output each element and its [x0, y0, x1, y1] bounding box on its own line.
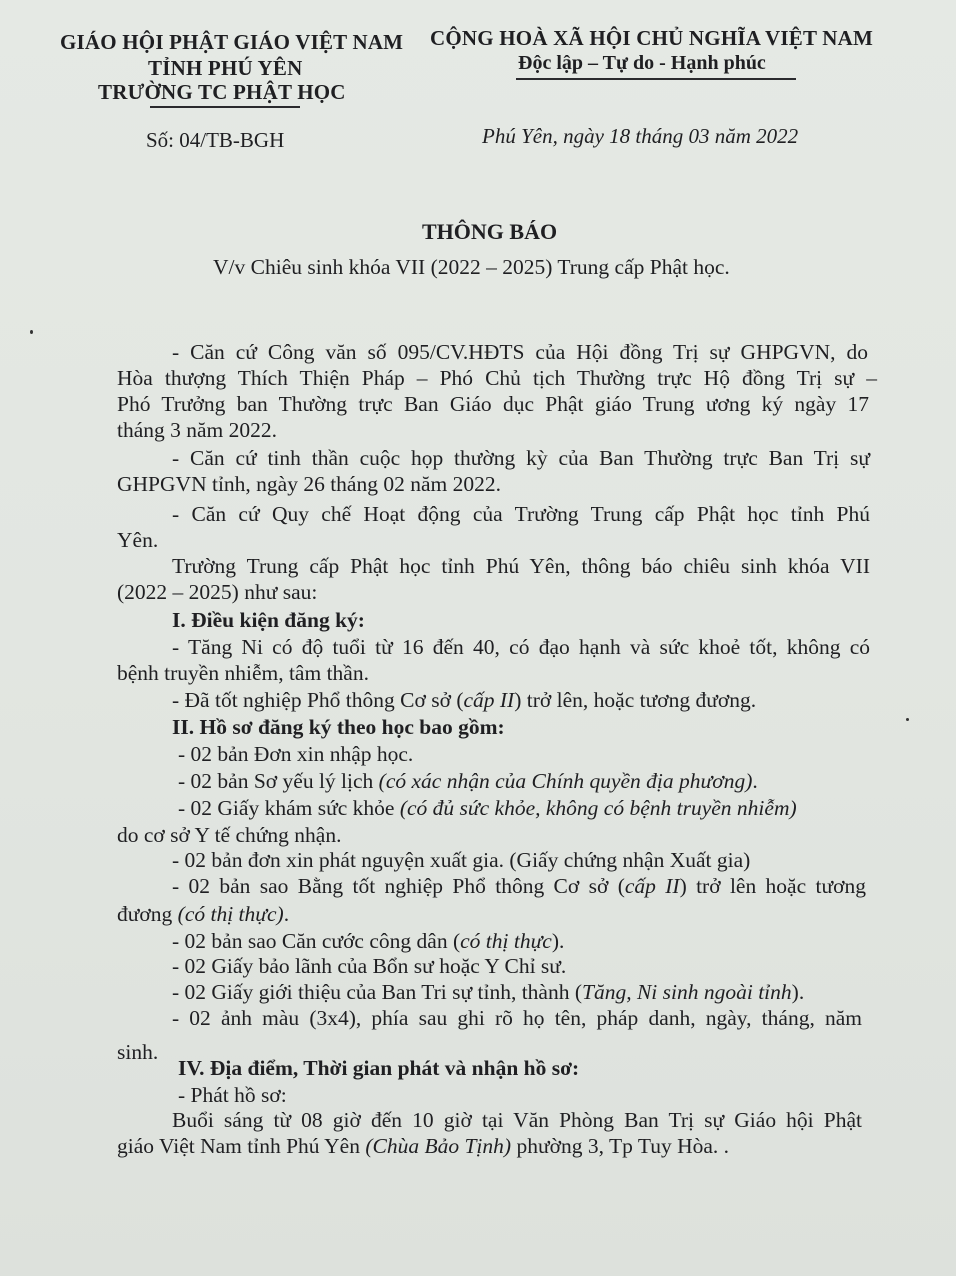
section-1-item-1-line-1: - Tăng Ni có độ tuổi từ 16 đến 40, có đạo hạnh và sức khoẻ tốt, không có	[172, 635, 870, 659]
section-2-item-9-line-2: sinh.	[117, 1040, 159, 1064]
section-2-item-1: - 02 bản Đơn xin nhập học.	[178, 742, 414, 766]
section-2-item-2: - 02 bản Sơ yếu lý lịch (có xác nhận của Chính quyền địa phương).	[178, 769, 758, 793]
intro-line-2: (2022 – 2025) như sau:	[117, 580, 318, 604]
paper-speck	[906, 718, 909, 721]
basis-3-line-1: - Căn cứ Quy chế Hoạt động của Trường Trung cấp Phật học tỉnh Phú	[172, 502, 870, 526]
section-2-item-3: - 02 Giấy khám sức khỏe (có đủ sức khỏe, không có bệnh truyền nhiễm)	[178, 796, 797, 820]
section-2-item-7: - 02 Giấy bảo lãnh của Bổn sư hoặc Y Chỉ sư.	[172, 954, 567, 978]
document-date: Phú Yên, ngày 18 tháng 03 năm 2022	[482, 124, 799, 148]
basis-2-line-1: - Căn cứ tinh thần cuộc họp thường kỳ của Ban Thường trực Ban Trị sự	[172, 446, 870, 470]
basis-1-line-1: - Căn cứ Công văn số 095/CV.HĐTS của Hội đồng Trị sự GHPGVN, do	[172, 340, 868, 364]
section-1-heading: I. Điều kiện đăng ký:	[172, 608, 365, 632]
document-number: Số: 04/TB-BGH	[146, 128, 285, 152]
section-2-item-8: - 02 Giấy giới thiệu của Ban Tri sự tỉnh, thành (Tăng, Ni sinh ngoài tỉnh).	[172, 980, 805, 1004]
basis-2-line-2: GHPGVN tỉnh, ngày 26 tháng 02 năm 2022.	[117, 472, 501, 496]
section-4-item-2-line-1: Buổi sáng từ 08 giờ đến 10 giờ tại Văn Phòng Ban Trị sự Giáo hội Phật	[172, 1108, 862, 1132]
section-2-item-5: - 02 bản sao Bằng tốt nghiệp Phổ thông Cơ sở (cấp II) trở lên hoặc tương	[172, 874, 866, 898]
national-motto: Độc lập – Tự do - Hạnh phúc	[518, 52, 766, 74]
school-name-underline	[150, 106, 300, 108]
section-1-item-2: - Đã tốt nghiệp Phổ thông Cơ sở (cấp II) trở lên, hoặc tương đương.	[172, 688, 757, 712]
document-subject: V/v Chiêu sinh khóa VII (2022 – 2025) Trung cấp Phật học.	[213, 255, 730, 279]
basis-3-line-2: Yên.	[117, 528, 159, 552]
section-2-item-6: - 02 bản sao Căn cước công dân (có thị thực).	[172, 929, 565, 953]
document-title: THÔNG BÁO	[422, 219, 558, 244]
section-2-item-5-line-2: đương (có thị thực).	[117, 902, 290, 926]
section-2-item-3-line-2: do cơ sở Y tế chứng nhận.	[117, 823, 342, 847]
section-2-item-9-line-1: - 02 ảnh màu (3x4), phía sau ghi rõ họ tên, pháp danh, ngày, tháng, năm	[172, 1006, 862, 1030]
org-name: GIÁO HỘI PHẬT GIÁO VIỆT NAM	[60, 30, 404, 54]
section-4-item-2-line-2: giáo Việt Nam tỉnh Phú Yên (Chùa Bảo Tịnh) phường 3, Tp Tuy Hòa. .	[117, 1134, 730, 1158]
section-4-item-1: - Phát hồ sơ:	[178, 1083, 287, 1107]
section-4-heading: IV. Địa điểm, Thời gian phát và nhận hồ sơ:	[178, 1056, 580, 1080]
motto-underline	[516, 78, 796, 80]
basis-1-line-4: tháng 3 năm 2022.	[117, 418, 278, 442]
intro-line-1: Trường Trung cấp Phật học tỉnh Phú Yên, thông báo chiêu sinh khóa VII	[172, 554, 870, 578]
national-title: CỘNG HOÀ XÃ HỘI CHỦ NGHĨA VIỆT NAM	[430, 26, 873, 50]
section-2-item-4: - 02 bản đơn xin phát nguyện xuất gia. (Giấy chứng nhận Xuất gia)	[172, 848, 751, 872]
section-1-item-1-line-2: bệnh truyền nhiễm, tâm thần.	[117, 661, 369, 685]
school-name: TRƯỜNG TC PHẬT HỌC	[98, 80, 346, 104]
basis-1-line-3: Phó Trưởng ban Thường trực Ban Giáo dục Phật giáo Trung ương ký ngày 17	[117, 392, 869, 416]
paper-speck	[30, 330, 33, 334]
basis-1-line-2: Hòa thượng Thích Thiện Pháp – Phó Chủ tịch Thường trực Hộ đồng Trị sự –	[117, 366, 877, 390]
section-2-heading: II. Hồ sơ đăng ký theo học bao gồm:	[172, 715, 505, 739]
province-name: TỈNH PHÚ YÊN	[148, 56, 303, 80]
